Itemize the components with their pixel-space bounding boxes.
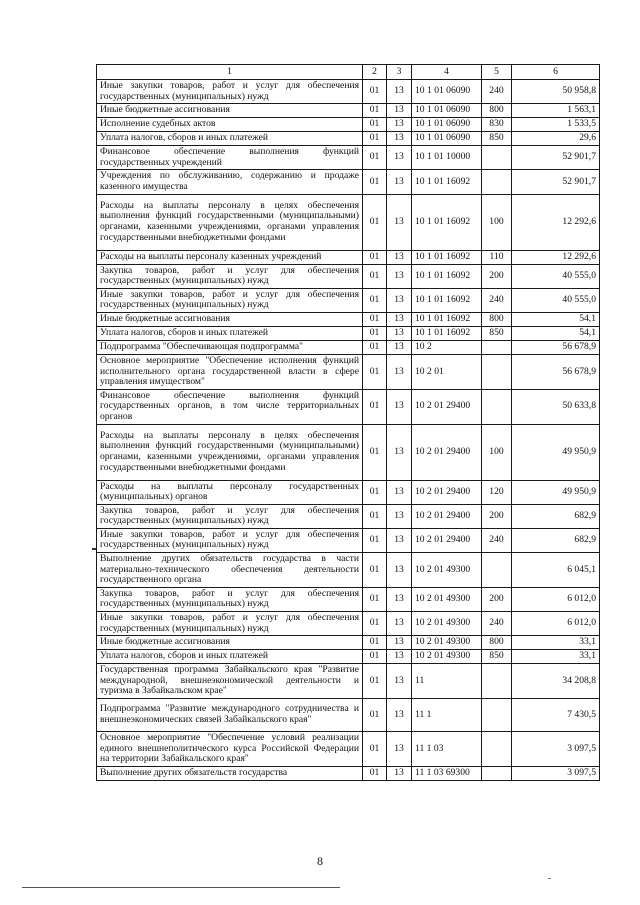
row-section-cell: 01 <box>363 264 387 288</box>
table-row <box>97 170 600 194</box>
table-row <box>97 118 600 132</box>
scan-artifact-tick <box>548 878 551 879</box>
row-expense-type-cell: 850 <box>482 326 512 340</box>
row-expense-type-cell: 240 <box>482 612 512 636</box>
row-target-article-cell: 10 2 01 29400 <box>412 528 482 552</box>
row-section-cell: 01 <box>363 250 387 264</box>
row-expense-type-cell: 850 <box>482 132 512 146</box>
row-target-article-cell: 10 1 01 10000 <box>412 146 482 170</box>
row-target-article-cell: 11 1 03 69300 <box>412 766 482 780</box>
row-name-cell: Финансовое обеспечение выполнения функций государственных органов, в том числе территориальных органов <box>97 389 363 424</box>
row-section-cell: 01 <box>363 636 387 650</box>
row-target-article-cell: 10 1 01 06090 <box>412 132 482 146</box>
row-subsection-cell: 13 <box>387 104 412 118</box>
header-col-1: 1 <box>97 65 363 80</box>
row-target-article-cell: 11 1 03 <box>412 732 482 767</box>
row-amount-cell: 3 097,5 <box>512 766 600 780</box>
row-expense-type-cell: 800 <box>482 636 512 650</box>
header-col-5: 5 <box>482 65 512 80</box>
row-expense-type-cell: 240 <box>482 80 512 104</box>
row-target-article-cell: 10 1 01 16092 <box>412 288 482 312</box>
row-target-article-cell: 10 2 <box>412 340 482 354</box>
scan-artifact-mark <box>92 548 96 550</box>
row-target-article-cell: 10 1 01 16092 <box>412 170 482 194</box>
row-amount-cell: 56 678,9 <box>512 354 600 389</box>
row-section-cell: 01 <box>363 612 387 636</box>
row-target-article-cell: 10 1 01 06090 <box>412 80 482 104</box>
row-amount-cell: 40 555,0 <box>512 264 600 288</box>
row-expense-type-cell: 800 <box>482 312 512 326</box>
row-name-cell: Иные закупки товаров, работ и услуг для обеспечения государственных (муниципальных) нужд <box>97 612 363 636</box>
row-section-cell: 01 <box>363 528 387 552</box>
row-target-article-cell: 11 1 <box>412 699 482 732</box>
row-section-cell: 01 <box>363 170 387 194</box>
row-name-cell: Уплата налогов, сборов и иных платежей <box>97 650 363 664</box>
row-amount-cell: 50 633,8 <box>512 389 600 424</box>
row-section-cell: 01 <box>363 80 387 104</box>
table-row <box>97 354 600 389</box>
row-amount-cell: 682,9 <box>512 504 600 528</box>
row-expense-type-cell: 100 <box>482 424 512 480</box>
row-subsection-cell: 13 <box>387 118 412 132</box>
row-subsection-cell: 13 <box>387 732 412 767</box>
table-row <box>97 424 600 480</box>
budget-table-sheet <box>96 64 600 781</box>
row-name-cell: Закупка товаров, работ и услуг для обеспечения государственных (муниципальных) нужд <box>97 587 363 611</box>
row-name-cell: Иные бюджетные ассигнования <box>97 104 363 118</box>
row-amount-cell: 33,1 <box>512 636 600 650</box>
row-section-cell: 01 <box>363 664 387 699</box>
row-name-cell: Учреждения по обслуживанию, содержанию и продаже казенного имущества <box>97 170 363 194</box>
row-target-article-cell: 10 2 01 29400 <box>412 480 482 504</box>
row-amount-cell: 6 045,1 <box>512 553 600 588</box>
row-target-article-cell: 10 1 01 16092 <box>412 194 482 250</box>
row-amount-cell: 12 292,6 <box>512 250 600 264</box>
row-subsection-cell: 13 <box>387 504 412 528</box>
row-expense-type-cell <box>482 699 512 732</box>
table-row <box>97 553 600 588</box>
row-section-cell: 01 <box>363 340 387 354</box>
table-row <box>97 340 600 354</box>
row-expense-type-cell: 240 <box>482 288 512 312</box>
row-target-article-cell: 10 1 01 16092 <box>412 326 482 340</box>
row-expense-type-cell: 100 <box>482 194 512 250</box>
row-amount-cell: 3 097,5 <box>512 732 600 767</box>
row-amount-cell: 682,9 <box>512 528 600 552</box>
table-row <box>97 732 600 767</box>
row-subsection-cell: 13 <box>387 766 412 780</box>
row-amount-cell: 49 950,9 <box>512 480 600 504</box>
row-target-article-cell: 10 1 01 06090 <box>412 118 482 132</box>
page-number: 8 <box>317 854 323 868</box>
row-name-cell: Иные бюджетные ассигнования <box>97 312 363 326</box>
header-col-3: 3 <box>387 65 412 80</box>
table-row <box>97 699 600 732</box>
table-row <box>97 650 600 664</box>
table-row <box>97 288 600 312</box>
row-section-cell: 01 <box>363 504 387 528</box>
table-row <box>97 312 600 326</box>
row-amount-cell: 1 563,1 <box>512 104 600 118</box>
row-expense-type-cell <box>482 146 512 170</box>
row-amount-cell: 6 012,0 <box>512 587 600 611</box>
row-expense-type-cell <box>482 170 512 194</box>
row-expense-type-cell: 800 <box>482 104 512 118</box>
header-col-6: 6 <box>512 65 600 80</box>
row-target-article-cell: 10 2 01 29400 <box>412 389 482 424</box>
row-subsection-cell: 13 <box>387 699 412 732</box>
row-subsection-cell: 13 <box>387 424 412 480</box>
row-expense-type-cell: 200 <box>482 587 512 611</box>
row-section-cell: 01 <box>363 587 387 611</box>
row-subsection-cell: 13 <box>387 132 412 146</box>
row-target-article-cell: 10 2 01 49300 <box>412 553 482 588</box>
footer-divider <box>22 887 340 888</box>
row-name-cell: Исполнение судебных актов <box>97 118 363 132</box>
row-amount-cell: 6 012,0 <box>512 612 600 636</box>
row-subsection-cell: 13 <box>387 312 412 326</box>
row-expense-type-cell: 110 <box>482 250 512 264</box>
row-amount-cell: 56 678,9 <box>512 340 600 354</box>
row-expense-type-cell: 200 <box>482 504 512 528</box>
row-section-cell: 01 <box>363 194 387 250</box>
row-section-cell: 01 <box>363 104 387 118</box>
row-name-cell: Подпрограмма "Обеспечивающая подпрограмма" <box>97 340 363 354</box>
row-name-cell: Закупка товаров, работ и услуг для обеспечения государственных (муниципальных) нужд <box>97 264 363 288</box>
row-section-cell: 01 <box>363 424 387 480</box>
row-subsection-cell: 13 <box>387 194 412 250</box>
row-section-cell: 01 <box>363 553 387 588</box>
row-target-article-cell: 10 2 01 49300 <box>412 636 482 650</box>
table-row <box>97 264 600 288</box>
table-row <box>97 104 600 118</box>
table-row <box>97 480 600 504</box>
table-row <box>97 636 600 650</box>
row-amount-cell: 50 958,8 <box>512 80 600 104</box>
row-amount-cell: 12 292,6 <box>512 194 600 250</box>
row-section-cell: 01 <box>363 146 387 170</box>
row-subsection-cell: 13 <box>387 389 412 424</box>
header-col-2: 2 <box>363 65 387 80</box>
row-name-cell: Расходы на выплаты персоналу в целях обеспечения выполнения функций государственными (муниципальными) органами, казенными учреждениями, органами управления государственными внебюджетными фондами <box>97 194 363 250</box>
row-name-cell: Выполнение других обязательств государства <box>97 766 363 780</box>
row-subsection-cell: 13 <box>387 146 412 170</box>
row-expense-type-cell <box>482 340 512 354</box>
table-row <box>97 612 600 636</box>
table-row <box>97 80 600 104</box>
row-name-cell: Выполнение других обязательств государства в части материально-технического обеспечения деятельности государственного органа <box>97 553 363 588</box>
row-section-cell: 01 <box>363 766 387 780</box>
row-amount-cell: 52 901,7 <box>512 170 600 194</box>
row-section-cell: 01 <box>363 480 387 504</box>
row-name-cell: Уплата налогов, сборов и иных платежей <box>97 132 363 146</box>
row-expense-type-cell <box>482 553 512 588</box>
row-amount-cell: 29,6 <box>512 132 600 146</box>
row-target-article-cell: 10 1 01 06090 <box>412 104 482 118</box>
row-amount-cell: 49 950,9 <box>512 424 600 480</box>
row-amount-cell: 33,1 <box>512 650 600 664</box>
row-target-article-cell: 10 2 01 49300 <box>412 587 482 611</box>
row-amount-cell: 7 430,5 <box>512 699 600 732</box>
budget-table <box>96 64 600 781</box>
row-target-article-cell: 10 1 01 16092 <box>412 250 482 264</box>
table-row <box>97 326 600 340</box>
row-target-article-cell: 10 2 01 29400 <box>412 504 482 528</box>
row-name-cell: Закупка товаров, работ и услуг для обеспечения государственных (муниципальных) нужд <box>97 504 363 528</box>
row-expense-type-cell: 850 <box>482 650 512 664</box>
row-section-cell: 01 <box>363 389 387 424</box>
row-section-cell: 01 <box>363 699 387 732</box>
row-amount-cell: 1 533,5 <box>512 118 600 132</box>
row-amount-cell: 40 555,0 <box>512 288 600 312</box>
row-name-cell: Подпрограмма "Развитие международного сотрудничества и внешнеэкономических связей Забайкальского края" <box>97 699 363 732</box>
row-target-article-cell: 10 1 01 16092 <box>412 312 482 326</box>
row-expense-type-cell <box>482 354 512 389</box>
table-row <box>97 389 600 424</box>
row-expense-type-cell: 200 <box>482 264 512 288</box>
row-subsection-cell: 13 <box>387 553 412 588</box>
row-subsection-cell: 13 <box>387 612 412 636</box>
row-subsection-cell: 13 <box>387 288 412 312</box>
table-row <box>97 528 600 552</box>
row-name-cell: Иные закупки товаров, работ и услуг для обеспечения государственных (муниципальных) нужд <box>97 288 363 312</box>
row-target-article-cell: 10 1 01 16092 <box>412 264 482 288</box>
row-section-cell: 01 <box>363 650 387 664</box>
row-expense-type-cell <box>482 389 512 424</box>
row-subsection-cell: 13 <box>387 340 412 354</box>
row-expense-type-cell: 120 <box>482 480 512 504</box>
table-row <box>97 132 600 146</box>
row-section-cell: 01 <box>363 326 387 340</box>
row-section-cell: 01 <box>363 354 387 389</box>
row-target-article-cell: 10 2 01 49300 <box>412 612 482 636</box>
row-section-cell: 01 <box>363 288 387 312</box>
row-subsection-cell: 13 <box>387 326 412 340</box>
row-name-cell: Финансовое обеспечение выполнения функций государственных учреждений <box>97 146 363 170</box>
row-subsection-cell: 13 <box>387 80 412 104</box>
table-row <box>97 504 600 528</box>
row-name-cell: Основное мероприятие "Обеспечение условий реализации единого внешнеполитического курса Российской Федерации на территории Забайкальского края" <box>97 732 363 767</box>
table-row <box>97 766 600 780</box>
row-name-cell: Расходы на выплаты персоналу казенных учреждений <box>97 250 363 264</box>
row-section-cell: 01 <box>363 132 387 146</box>
row-expense-type-cell <box>482 766 512 780</box>
row-subsection-cell: 13 <box>387 480 412 504</box>
table-row <box>97 250 600 264</box>
row-subsection-cell: 13 <box>387 587 412 611</box>
table-row <box>97 194 600 250</box>
row-expense-type-cell: 830 <box>482 118 512 132</box>
row-subsection-cell: 13 <box>387 170 412 194</box>
row-name-cell: Иные закупки товаров, работ и услуг для обеспечения государственных (муниципальных) нужд <box>97 80 363 104</box>
row-amount-cell: 54,1 <box>512 312 600 326</box>
row-amount-cell: 54,1 <box>512 326 600 340</box>
row-target-article-cell: 10 2 01 29400 <box>412 424 482 480</box>
row-expense-type-cell: 240 <box>482 528 512 552</box>
row-amount-cell: 52 901,7 <box>512 146 600 170</box>
table-row <box>97 664 600 699</box>
row-subsection-cell: 13 <box>387 264 412 288</box>
row-expense-type-cell <box>482 732 512 767</box>
row-target-article-cell: 11 <box>412 664 482 699</box>
row-subsection-cell: 13 <box>387 664 412 699</box>
row-name-cell: Основное мероприятие "Обеспечение исполнения функций исполнительного органа государственной власти в сфере управления имуществом" <box>97 354 363 389</box>
row-name-cell: Государственная программа Забайкальского края "Развитие международной, внешнеэкономической деятельности и туризма в Забайкальском крае" <box>97 664 363 699</box>
row-amount-cell: 34 208,8 <box>512 664 600 699</box>
row-name-cell: Расходы на выплаты персоналу государственных (муниципальных) органов <box>97 480 363 504</box>
table-row <box>97 587 600 611</box>
row-section-cell: 01 <box>363 118 387 132</box>
row-target-article-cell: 10 2 01 <box>412 354 482 389</box>
row-name-cell: Уплата налогов, сборов и иных платежей <box>97 326 363 340</box>
table-row <box>97 146 600 170</box>
table-header-row <box>97 65 600 80</box>
row-name-cell: Расходы на выплаты персоналу в целях обеспечения выполнения функций государственными (муниципальными) органами, казенными учреждениями, органами управления государственными внебюджетными фондами <box>97 424 363 480</box>
row-subsection-cell: 13 <box>387 650 412 664</box>
row-subsection-cell: 13 <box>387 354 412 389</box>
row-section-cell: 01 <box>363 312 387 326</box>
header-col-4: 4 <box>412 65 482 80</box>
row-target-article-cell: 10 2 01 49300 <box>412 650 482 664</box>
row-subsection-cell: 13 <box>387 250 412 264</box>
row-expense-type-cell <box>482 664 512 699</box>
row-subsection-cell: 13 <box>387 636 412 650</box>
row-subsection-cell: 13 <box>387 528 412 552</box>
row-name-cell: Иные закупки товаров, работ и услуг для обеспечения государственных (муниципальных) нужд <box>97 528 363 552</box>
row-name-cell: Иные бюджетные ассигнования <box>97 636 363 650</box>
row-section-cell: 01 <box>363 732 387 767</box>
